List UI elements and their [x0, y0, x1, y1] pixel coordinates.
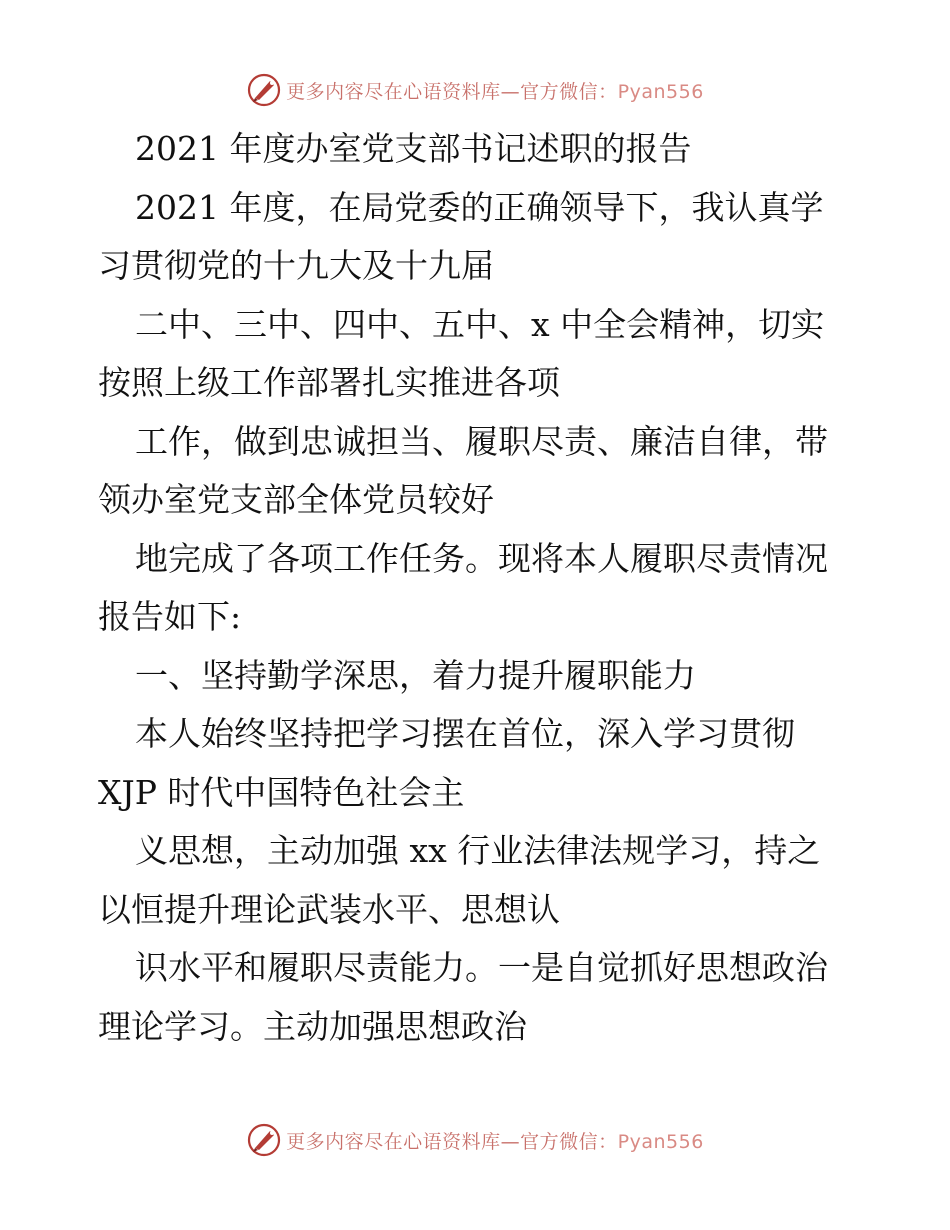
- text-line: 识水平和履职尽责能力。一是自觉抓好思想政治: [135, 948, 828, 987]
- wechat-handle: Pyan556: [617, 1130, 704, 1153]
- section-heading: 一、坚持勤学深思，着力提升履职能力: [135, 655, 696, 695]
- watermark-text: 更多内容尽在心语资料库—官方微信：Pyan556: [286, 80, 704, 103]
- text-line: 二中、三中、四中、五中、x 中全会精神，切实: [135, 304, 825, 344]
- document-title: 2021 年度办室党支部书记述职的报告: [135, 129, 692, 168]
- text-line: XJP 时代中国特色社会主: [98, 772, 465, 812]
- text-line: 2021 年度，在局党委的正确领导下，我认真学: [135, 187, 824, 227]
- header-watermark-banner: [0, 70, 950, 110]
- text-line: 义思想，主动加强 xx 行业法律法规学习，持之: [135, 831, 821, 870]
- text-line: 以恒提升理论武装水平、思想认: [98, 889, 560, 929]
- wechat-handle: Pyan556: [617, 80, 704, 103]
- text-line: 习贯彻党的十九大及十九届: [98, 246, 494, 285]
- footer-watermark-banner: [0, 1120, 950, 1160]
- text-line: 报告如下:: [98, 597, 242, 636]
- watermark-text: 更多内容尽在心语资料库—官方微信：Pyan556: [286, 1130, 704, 1153]
- text-line: 按照上级工作部署扎实推进各项: [98, 363, 560, 402]
- pen-logo-icon: [246, 1122, 282, 1158]
- text-line: 本人始终坚持把学习摆在首位，深入学习贯彻: [135, 714, 795, 753]
- text-line: 地完成了各项工作任务。现将本人履职尽责情况: [135, 538, 828, 578]
- document-body: [98, 120, 858, 1056]
- text-line: 工作，做到忠诚担当、履职尽责、廉洁自律，带: [135, 421, 828, 461]
- text-line: 领办室党支部全体党员较好: [98, 480, 494, 519]
- pen-logo-icon: [246, 72, 282, 108]
- text-line: 理论学习。主动加强思想政治: [98, 1006, 527, 1046]
